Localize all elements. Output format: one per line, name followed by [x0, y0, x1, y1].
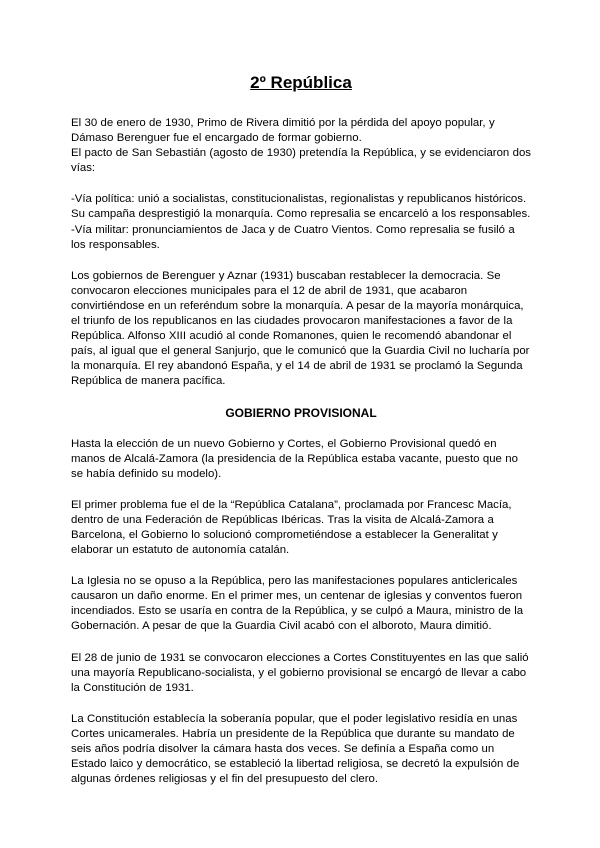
section-paragraph-3: La Iglesia no se opuso a la República, pero las manifestaciones populares anticlericales causaron un daño enorme. En el primer mes, un centenar de iglesias y conventos fueron incendiados. Esto se usaría en contra de la República, y se culpó a Maura, ministro de la Gobernación. A pesar de que la Guardia Civil acabó con el alboroto, Maura dimitió. — [71, 575, 524, 633]
document-page — [71, 72, 531, 803]
section-paragraph-5: La Constitución establecía la soberanía popular, que el poder legislativo residía en unas Cortes unicamerales. Habría un presidente de la República que durante su mandato de seis años podría disolver la cámara hasta dos veces. Se definía a España como un Estado laico y democrático, se estableció la libertad religiosa, se decretó la expulsión de algunas órdenes religiosas y el fin del presupuesto del clero. — [71, 712, 520, 786]
intro-paragraph-1-line-1: El 30 de enero de 1930, Primo de Rivera dimitió por la pérdida del apoyo popular, y Dámaso Berenguer fue el encargado de formar gobierno. — [71, 117, 495, 145]
document-title: 2º República — [250, 73, 352, 92]
intro-paragraph-1 — [71, 116, 531, 176]
section-paragraph-2: El primer problema fue el de la “República Catalana”, proclamada por Francesc Macía, dentro de una Federación de Repúblicas Ibéricas. Tras la visita de Alcalá-Zamora a Barcelona, el Gobierno lo solucionó comprometiéndose a establecer la Generalitat y elaborar un estatuto de autonomía catalán. — [71, 498, 512, 557]
section-paragraph-1: Hasta la elección de un nuevo Gobierno y Cortes, el Gobierno Provisional quedó en manos de Alcalá-Zamora (la presidencia de la República estaba vacante, puesto que no se había definido su modelo). — [71, 437, 518, 480]
intro-paragraph-2 — [71, 192, 531, 252]
intro-paragraph-2-line-1: -Vía política: unió a socialistas, constitucionalistas, regionalistas y republicanos históricos. Su campaña desprestigió la monarquía. Como represalia se encarceló a los responsables. — [71, 193, 531, 221]
section-paragraph-4: El 28 de junio de 1931 se convocaron elecciones a Cortes Constituyentes en las que salió una mayoría Republicano-socialista, y el gobierno provisional se encargó de llevar a cabo la Constitución de 1931. — [71, 651, 529, 694]
intro-paragraph-2-line-2: -Vía militar: pronunciamientos de Jaca y de Cuatro Vientos. Como represalia se fusiló a los responsables. — [71, 223, 515, 251]
intro-paragraph-3: Los gobiernos de Berenguer y Aznar (1931) buscaban restablecer la democracia. Se convocaron elecciones municipales para el 12 de abril de 1931, que acabaron convirtiéndose en un referéndum sobre la monarquía. A pesar de la mayoría monárquica, el triunfo de los republicanos en las ciudades provocaron manifestaciones a favor de la República. Alfonso XIII acudió al conde Romanones, quien le recomendó abandonar el país, al igual que el general Sanjurjo, que le comunicó que la Guardia Civil no lucharía por la monarquía. El rey abandonó España, y el 14 de abril de 1931 se proclamó la Segunda República de manera pacífica. — [71, 269, 530, 388]
section-heading: GOBIERNO PROVISIONAL — [225, 405, 377, 420]
intro-paragraph-1-line-2: El pacto de San Sebastián (agosto de 1930) pretendía la República, y se evidenciaron dos vías: — [71, 147, 531, 175]
